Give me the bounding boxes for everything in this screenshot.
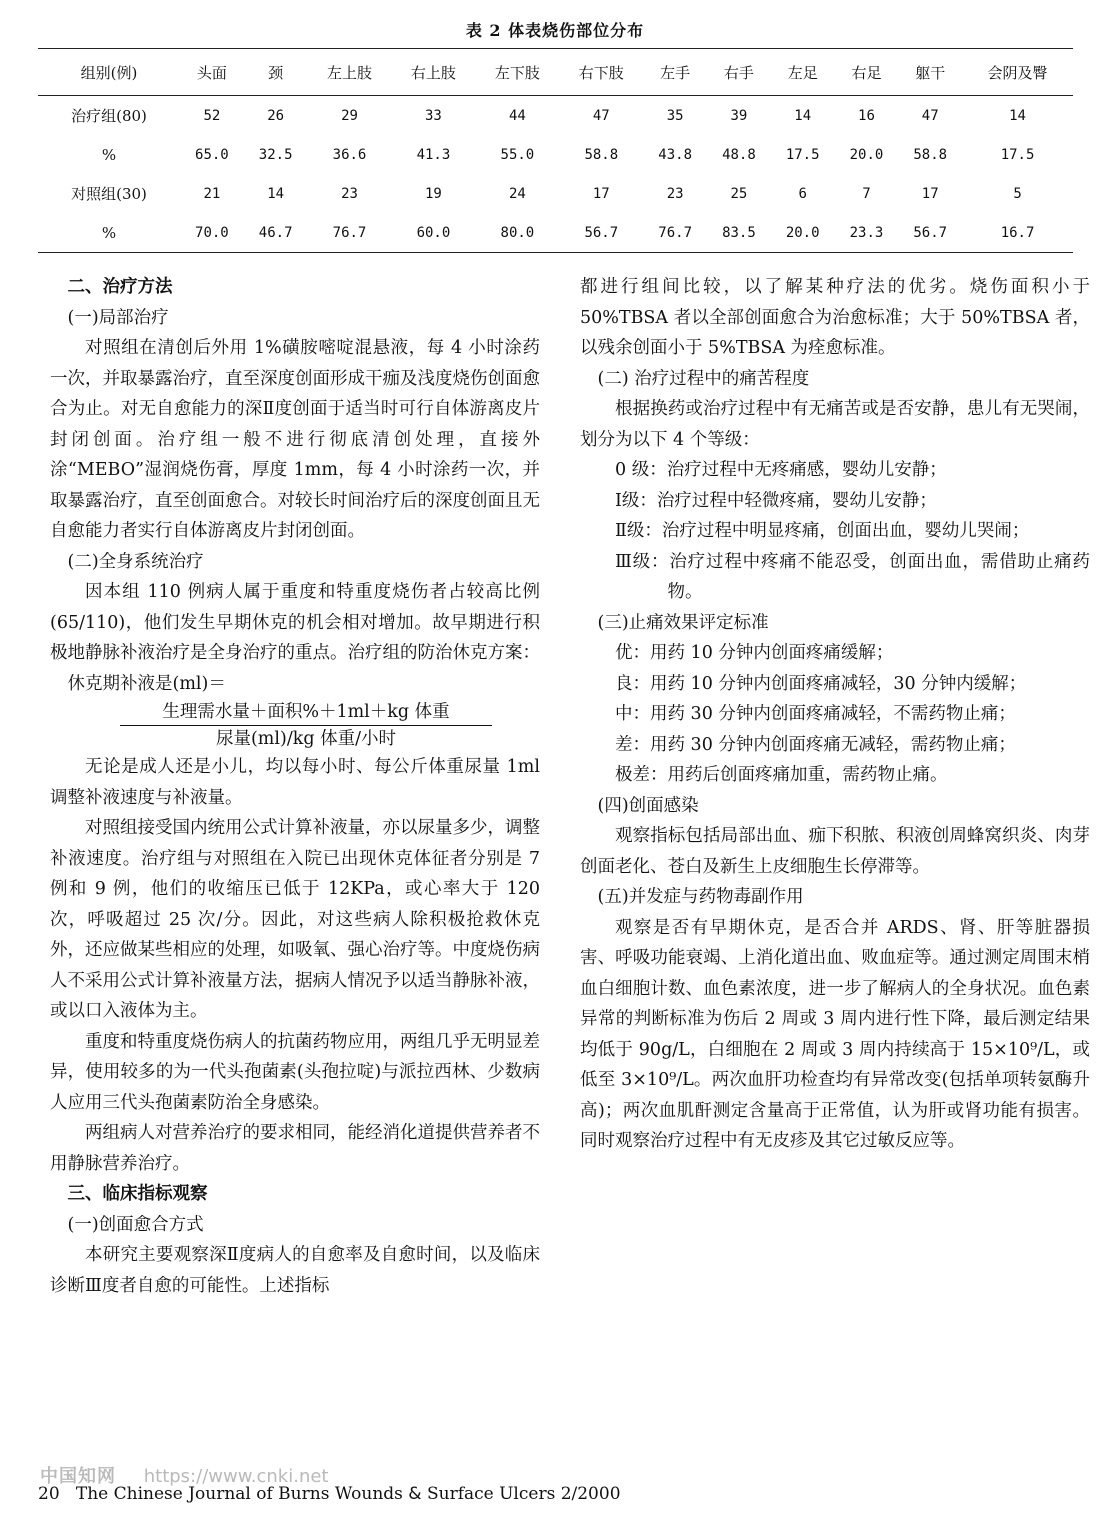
table-cell: 14 [794,107,812,124]
table-cell: 76.7 [332,224,367,241]
table-cell: 29 [341,107,358,124]
table-row [38,174,1073,213]
table-header-row [38,49,1073,96]
table-header-cell: 右上肢 [410,63,456,82]
table-cell: 16 [858,107,875,124]
paragraph: 观察指标包括局部出血、痂下积脓、积液创周蜂窝织炎、肉芽创面老化、苍白及新生上皮细胞生长停滞等。 [580,826,1090,877]
subsection-heading-pain-degree: (二) 治疗过程中的痛苦程度 [597,368,810,389]
table-cell: 32.5 [258,146,293,163]
table-cell: 16.7 [1000,224,1035,241]
journal-name: The Chinese Journal of Burns Wounds [75,1484,403,1504]
section-heading-clinical-indicators: 三、临床指标观察 [67,1184,208,1204]
table-cell: 20.0 [849,146,884,163]
table-cell: 5 [1013,185,1022,202]
table-title: 表 2 体表烧伤部位分布 [465,21,645,40]
table-cell: 24 [508,185,526,202]
paragraph: 根据换药或治疗过程中有无痛苦或是否安静，患儿有无哭闹，划分为以下 4 个等级： [580,399,1090,450]
burn-site-table [38,48,1073,253]
table-cell: 46.7 [258,224,293,241]
effect-worst: 极差：用药后创面疼痛加重，需药物止痛。 [615,765,948,785]
table-header-cell: 右足 [851,63,882,82]
table-header-cell: 头面 [196,63,227,82]
subsection-heading-complications: (五)并发症与药物毒副作用 [597,887,804,907]
table-cell: 52 [203,107,221,124]
table-cell: 19 [425,185,442,202]
table-cell: 17.5 [785,146,820,163]
table-cell: 23.3 [849,224,884,241]
page-number: 20 [38,1484,60,1504]
table-header-cell: 颈 [268,63,284,82]
paragraph: 对照组在清创后外用 1%磺胺嘧啶混悬液，每 4 小时涂药一次，并取暴露治疗，直至深度创面形成干痂及浅度烧伤创面愈合为止。对无自愈能力的深Ⅱ度创面于适当时可行自体游离皮片封闭创面。治疗组一般不进行彻底清创处理，直接外涂“MEBO”湿润烧伤膏，厚度 1mm，每 4 小时涂药一次，并取暴露治疗，直至创面愈合。对较长时间治疗后的深度创面且无自愈能力者实行自体游离皮片封闭创面。 [50,338,540,541]
table-cell: 48.8 [722,146,756,163]
table-cell: 58.8 [584,146,619,163]
table-cell: 44 [508,107,526,124]
right-column [580,272,1090,1157]
table-cell: 7 [862,185,871,202]
paragraph: 对照组接受国内统用公式计算补液量，亦以尿量多少，调整补液速度。治疗组与对照组在入院已出现休克体征者分别是 7 例和 9 例，他们的收缩压已低于 12KPa，或心率大于 120 次，呼吸超过 25 次/分。因此，对这些病人除积极抢救休克外，还应做某些相应的处理，如吸氧、强心治疗等。中度烧伤病人不采用公式计算补液量方法，据病人情况予以适当静脉补液，或以口入液体为主。 [50,818,540,1021]
table-cell: 17 [921,185,939,202]
section-heading-treatment-method: 二、治疗方法 [67,277,173,297]
left-column [50,272,540,1301]
journal-issue: Surface Ulcers 2/2000 [426,1484,621,1504]
table-header-cell: 左下肢 [494,63,540,82]
paragraph: 观察是否有早期休克，是否合并 ARDS、肾、肝等脏器损害、呼吸功能衰竭、上消化道出血、败血症等。通过测定周围末梢血白细胞计数、血色素浓度，进一步了解病人的全身状况。血色素异常的判断标准为伤后 2 周或 3 周内进行性下降，最后测定结果均低于 90g/L，白细胞在 2 周或 3 周内持续高于 15×10⁹/L，或低至 3×10⁹/L。两次血肝功检查均有异常改变(包括单项转氨酶升高)；两次血肌酐测定含量高于正常值，认为肝或肾功能有损害。同时观察治疗过程中有无皮疹及其它过敏反应等。 [580,917,1090,1151]
table-cell: 对照组(30) [71,185,147,203]
subsection-heading-local-treatment: (一)局部治疗 [67,307,169,328]
table-cell: 33 [425,107,442,124]
table-cell: 25 [730,185,748,202]
table-cell: 36.6 [332,146,367,163]
pain-grade-2: Ⅱ级：治疗过程中明显疼痛，创面出血，婴幼儿哭闹； [615,521,1030,541]
effect-good: 良：用药 10 分钟内创面疼痛减轻，30 分钟内缓解； [615,673,1027,694]
subsection-heading-wound-healing: (一)创面愈合方式 [67,1214,204,1235]
paragraph: 无论是成人还是小儿，均以每小时、每公斤体重尿量 1ml 调整补液速度与补液量。 [50,757,540,808]
page-footer [38,1484,621,1504]
effect-fair: 中：用药 30 分钟内创面疼痛减轻，不需药物止痛； [615,704,1016,724]
paragraph: 重度和特重度烧伤病人的抗菌药物应用，两组几乎无明显差异，使用较多的为一代头孢菌素(头孢拉啶)与派拉西林、少数病人应用三代头孢菌素防治全身感染。 [50,1031,540,1113]
paragraph: 本研究主要观察深Ⅱ度病人的自愈率及自愈时间，以及临床诊断Ⅲ度者自愈的可能性。上述指标 [50,1245,540,1296]
formula-lhs: 休克期补液是(ml)＝ [67,673,226,694]
table-row [38,213,1073,253]
table-cell: 23 [341,185,358,202]
journal-ampersand: & [408,1484,422,1504]
table-cell: 14 [1009,107,1026,124]
table-cell: 43.8 [658,146,693,163]
table-cell: 76.7 [658,224,693,241]
pain-grade-0: 0 级：治疗过程中无疼痛感，婴幼儿安静； [615,460,947,480]
table-header-cell: 右下肢 [578,63,624,82]
table-header-cell: 躯干 [915,63,946,82]
subsection-heading-wound-infection: (四)创面感染 [597,795,699,816]
table-header-cell: 右手 [723,63,754,82]
watermark-url: https://www.cnki.net [143,1466,329,1487]
subsection-heading-analgesic-criteria: (三)止痛效果评定标准 [597,612,769,633]
watermark-logo: 中国知网 [40,1466,116,1487]
table-cell: 23 [666,185,684,202]
table-cell: 65.0 [195,146,229,163]
table-cell: 17 [592,185,610,202]
table-cell: 17.5 [1000,146,1035,163]
subsection-heading-systemic-treatment: (二)全身系统治疗 [67,551,204,572]
table-cell: 60.0 [416,224,451,241]
table-cell: 83.5 [722,224,756,241]
table-cell: 56.7 [913,224,948,241]
pain-grade-1: Ⅰ级：治疗过程中轻微疼痛，婴幼儿安静； [615,490,937,511]
table-cell: 39 [730,107,748,124]
formula-denominator: 尿量(ml)/kg 体重/小时 [215,729,396,749]
paragraph: 因本组 110 例病人属于重度和特重度烧伤者占较高比例(65/110)，他们发生早期休克的机会相对增加。故早期进行积极地静脉补液治疗是全身治疗的重点。治疗组的防治休克方案： [50,582,540,663]
paragraph: 都进行组间比较，以了解某种疗法的优劣。烧伤面积小于 50%TBSA 者以全部创面愈合为治愈标准；大于 50%TBSA 者，以残余创面小于 5%TBSA 为痊愈标准。 [580,277,1090,358]
table-header-cell: 左上肢 [326,63,372,82]
table-header-cell: 组别(例) [80,63,138,82]
table-cell: 58.8 [913,146,948,163]
formula-numerator: 生理需水量＋面积%＋1ml＋kg 体重 [120,699,492,726]
table-header-cell: 左足 [787,63,818,82]
table-cell: 14 [267,185,285,202]
table-header-cell: 左手 [660,63,691,82]
table-cell: 80.0 [500,224,535,241]
formula-fraction [120,699,492,752]
table-cell: 47 [921,107,939,124]
table-cell: 26 [267,107,285,124]
table-cell: 70.0 [195,224,229,241]
table-row [38,135,1073,174]
table-cell: % [101,145,117,164]
table-cell: 35 [666,107,684,124]
effect-excellent: 优：用药 10 分钟内创面疼痛缓解； [615,643,894,663]
table-cell: 47 [592,107,610,124]
table-cell: % [101,223,117,242]
paragraph: 两组病人对营养治疗的要求相同，能经消化道提供营养者不用静脉营养治疗。 [50,1123,540,1174]
table-cell: 6 [798,185,807,202]
table-cell: 21 [203,185,221,202]
table-cell: 治疗组(80) [71,107,147,125]
table-row [38,96,1073,136]
table-cell: 20.0 [785,224,820,241]
pain-grade-3: Ⅲ级：治疗过程中疼痛不能忍受，创面出血，需借助止痛药物。 [615,551,1090,602]
table-cell: 56.7 [584,224,619,241]
table-header-cell: 会阴及臀 [987,63,1048,82]
table-cell: 41.3 [416,146,451,163]
table-cell: 55.0 [500,146,535,163]
effect-poor: 差：用药 30 分钟内创面疼痛无减轻，需药物止痛； [615,734,1016,755]
